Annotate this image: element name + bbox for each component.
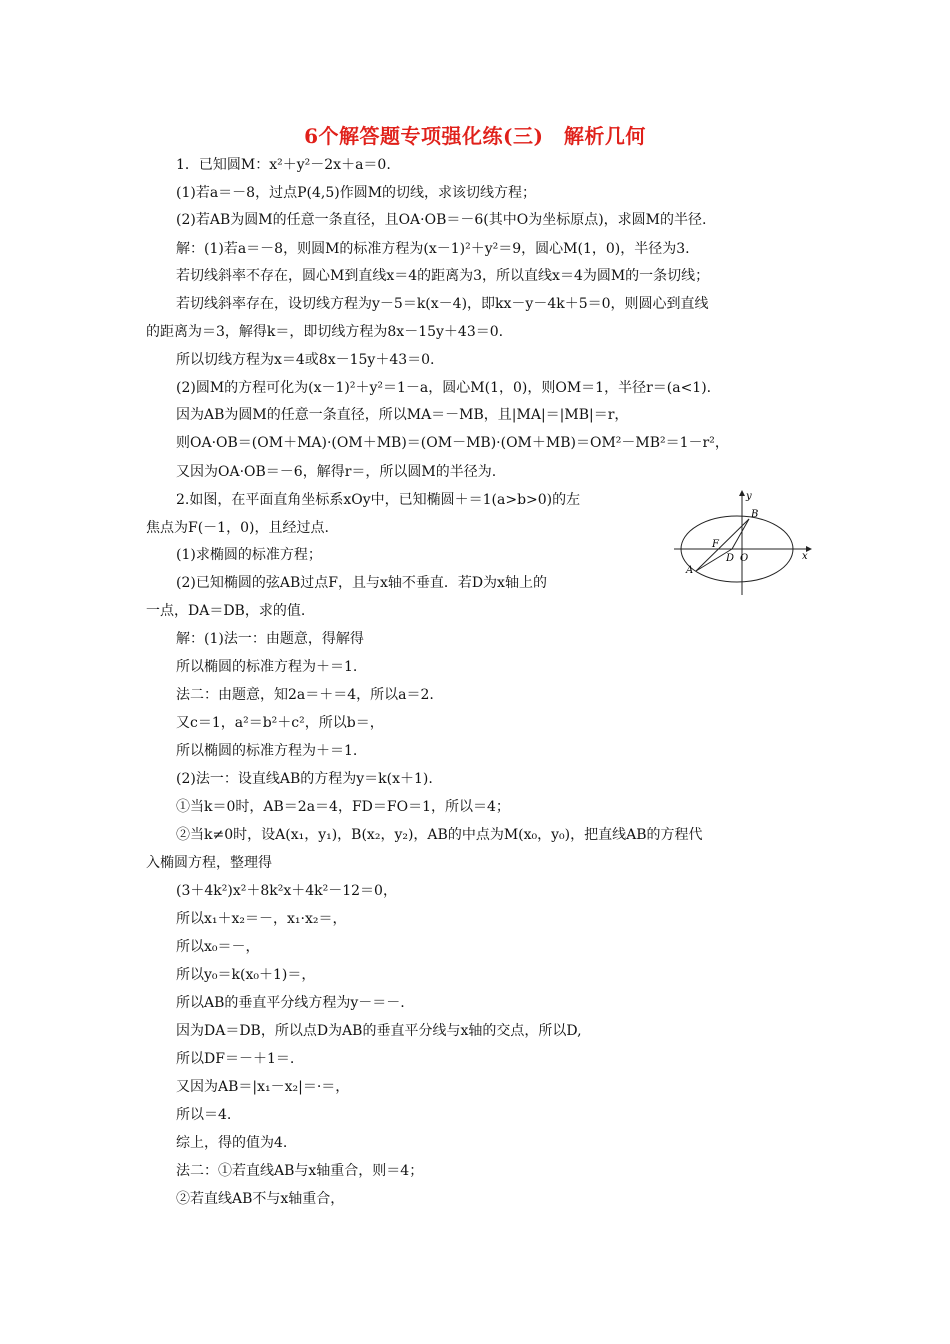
text-line: 综上，得的值为4. [176,1135,288,1151]
text-line: 所以DF＝－＋1＝. [176,1051,295,1067]
ellipse-diagram [672,487,814,597]
text-line: ①当k＝0时，AB＝2a＝4，FD＝FO＝1，所以＝4； [176,799,510,815]
text-line: 若切线斜率不存在，圆心M到直线x＝4的距离为3，所以直线x＝4为圆M的一条切线； [176,268,710,284]
text-line: 入椭圆方程，整理得 [146,855,272,871]
text-line: 所以x₁＋x₂＝－，x₁·x₂＝， [176,911,347,927]
text-line: 所以x₀＝－， [176,939,260,955]
text-line: (3＋4k²)x²＋8k²x＋4k²－12＝0， [176,883,397,899]
text-line: 所以切线方程为x＝4或8x－15y＋43＝0. [176,352,435,368]
text-line: 又因为AB＝|x₁－x₂|＝·＝， [176,1079,350,1095]
text-line: 一点，DA＝DB，求的值. [146,603,306,619]
text-line: 因为DA＝DB，所以点D为AB的垂直平分线与x轴的交点，所以D, [176,1023,582,1039]
segment-db [732,519,749,549]
label-x: x [802,551,808,562]
text-line: 因为AB为圆M的任意一条直径，所以MA＝－MB，且|MA|＝|MB|＝r， [176,407,629,423]
text-line: 的距离为＝3，解得k＝，即切线方程为8x－15y＋43＝0. [146,324,504,340]
text-line: 所以椭圆的标准方程为＋＝1. [176,743,358,759]
text-line: 法二：①若直线AB与x轴重合，则＝4； [176,1163,424,1179]
text-line: (1)求椭圆的标准方程； [176,547,322,563]
y-axis-arrow-icon [739,490,745,496]
text-line: 焦点为F(－1，0)，且经过点. [146,520,329,536]
label-o: O [740,553,749,564]
text-line: 法二：由题意，知2a＝＋＝4，所以a＝2. [176,687,434,703]
text-line: (2)已知椭圆的弦AB过点F，且与x轴不垂直．若D为x轴上的 [176,575,547,591]
label-b: B [751,509,759,520]
text-line: 解：(1)若a＝－8，则圆M的标准方程为(x－1)²＋y²＝9，圆心M(1，0)，半径为3. [176,241,690,257]
text-line: (2)法一：设直线AB的方程为y＝k(x＋1). [176,771,433,787]
text-line: (2)圆M的方程可化为(x－1)²＋y²＝1－a，圆心M(1，0)，则OM＝1，半径r＝(a<1). [176,380,712,396]
text-line: 若切线斜率存在，设切线方程为y－5＝k(x－4)，即kx－y－4k＋5＝0，则圆心到直线 [176,296,709,312]
text-line: 解：(1)法一：由题意，得解得 [176,631,364,647]
text-line: (2)若AB为圆M的任意一条直径，且OA·OB＝－6(其中O为坐标原点)，求圆M的半径. [176,212,707,228]
text-line: 所以AB的垂直平分线方程为y－＝－. [176,995,405,1011]
text-line: 则OA·OB＝(OM＋MA)·(OM＋MB)＝(OM－MB)·(OM＋MB)＝OM²－MB²＝1－r²， [176,435,729,451]
text-line: 所以椭圆的标准方程为＋＝1. [176,659,358,675]
label-a: A [686,565,694,576]
text-line: ②若直线AB不与x轴重合， [176,1191,345,1207]
label-y: y [746,491,752,502]
page-title: 6个解答题专项强化练(三) 解析几何 [304,124,646,148]
text-line: 2.如图，在平面直角坐标系xOy中，已知椭圆＋＝1(a>b>0)的左 [176,492,581,508]
label-f: F [712,539,719,550]
text-line: 1．已知圆M：x²＋y²－2x＋a＝0. [176,157,391,173]
text-line: 所以y₀＝k(x₀＋1)＝， [176,967,316,983]
text-line: 又因为OA·OB＝－6，解得r＝，所以圆M的半径为. [176,464,497,480]
label-d: D [726,553,735,564]
text-line: (1)若a＝－8，过点P(4,5)作圆M的切线，求该切线方程； [176,185,537,201]
text-line: 所以＝4. [176,1107,232,1123]
text-line: ②当k≠0时，设A(x₁，y₁)，B(x₂，y₂)，AB的中点为M(x₀，y₀)，把直线AB的方程代 [176,827,703,843]
text-line: 又c＝1，a²＝b²＋c²，所以b＝， [176,715,384,731]
